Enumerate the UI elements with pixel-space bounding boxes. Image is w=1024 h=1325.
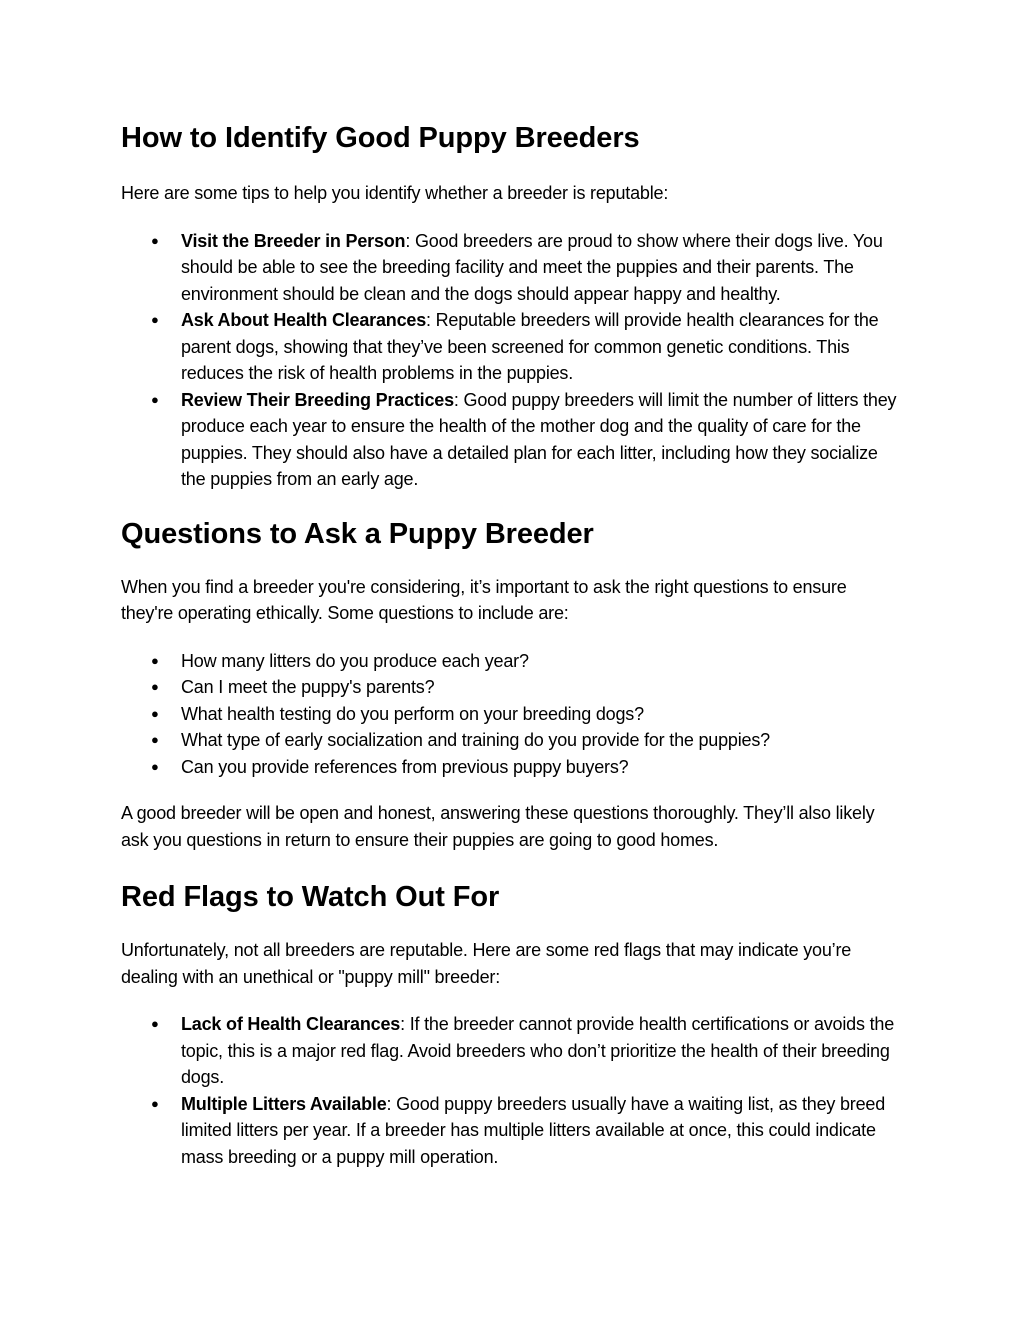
- section-intro-red-flags: Unfortunately, not all breeders are reputable. Here are some red flags that may indicate you’re dealing with an unethical or "puppy mill" breeder:: [121, 940, 852, 987]
- bullet-icon: ●: [151, 1095, 159, 1111]
- list-item-term: Multiple Litters Available: [181, 1093, 387, 1114]
- list-item-term: Review Their Breeding Practices: [181, 389, 454, 410]
- bullet-icon: ●: [151, 758, 159, 774]
- bullet-icon: ●: [151, 312, 159, 327]
- section-heading-red-flags: Red Flags to Watch Out For: [121, 881, 500, 913]
- bullet-icon: ●: [151, 391, 159, 407]
- tips-list: [121, 228, 901, 493]
- list-item: [121, 1091, 901, 1171]
- section-heading-questions: Questions to Ask a Puppy Breeder: [121, 517, 594, 550]
- list-item-text: : Good puppy breeders will limit the number of litters they produce each year to ensure the health of the mother dog and the quality of care for the puppies. They should also have a detailed plan for each litter, including how they socialize the puppies from an early age.: [181, 389, 897, 489]
- questions-list: [121, 648, 901, 781]
- list-item-text: How many litters do you produce each year?: [181, 650, 529, 671]
- list-item-text: : Good puppy breeders usually have a waiting list, as they breed limited litters per year. If a breeder has multiple litters available at once, this could indicate mass breeding or a puppy mill operation.: [181, 1093, 886, 1167]
- list-item-text: What health testing do you perform on your breeding dogs?: [181, 703, 644, 724]
- list-item-text: : Good breeders are proud to show where their dogs live. You should be able to see the breeding facility and meet the puppies and their parents. The environment should be clean and the dogs should appear happy and healthy.: [181, 230, 883, 304]
- section-intro-identify-breeders: Here are some tips to help you identify whether a breeder is reputable:: [121, 183, 669, 203]
- section-intro-questions: When you find a breeder you're considering, it’s important to ask the right questions to ensure they're operating ethically. Some questions to include are:: [121, 576, 847, 623]
- red-flags-list: [121, 1011, 901, 1170]
- bullet-icon: ●: [151, 679, 159, 694]
- section-closing-questions: A good breeder will be open and honest, answering these questions thoroughly. They’ll also likely ask you questions in return to ensure their puppies are going to good homes.: [121, 803, 875, 850]
- list-item: [121, 1011, 901, 1091]
- list-item-term: Visit the Breeder in Person: [181, 230, 406, 251]
- section-heading-identify-breeders: How to Identify Good Puppy Breeders: [121, 122, 640, 154]
- list-item: [121, 674, 901, 701]
- list-item: [121, 307, 901, 387]
- bullet-icon: ●: [151, 732, 159, 747]
- bullet-icon: ●: [151, 705, 159, 721]
- list-item-text: Can I meet the puppy's parents?: [181, 677, 435, 697]
- list-item: [121, 228, 901, 308]
- list-item-term: Ask About Health Clearances: [181, 310, 427, 330]
- list-item: [121, 648, 901, 675]
- list-item-text: What type of early socialization and training do you provide for the puppies?: [181, 730, 770, 750]
- list-item-text: Can you provide references from previous puppy buyers?: [181, 756, 629, 777]
- list-item-term: Lack of Health Clearances: [181, 1014, 401, 1034]
- list-item: [121, 754, 901, 781]
- bullet-icon: ●: [151, 1016, 159, 1031]
- document-page: [121, 118, 901, 1170]
- bullet-icon: ●: [151, 652, 159, 668]
- bullet-icon: ●: [151, 232, 159, 248]
- list-item: [121, 387, 901, 493]
- list-item-text: : Reputable breeders will provide health clearances for the parent dogs, showing that they’ve been screened for common genetic conditions. This reduces the risk of health problems in the puppies.: [181, 310, 879, 383]
- list-item-text: : If the breeder cannot provide health certifications or avoids the topic, this is a major red flag. Avoid breeders who don’t prioritize the health of their breeding dogs.: [181, 1014, 895, 1087]
- list-item: [121, 727, 901, 754]
- list-item: [121, 701, 901, 728]
